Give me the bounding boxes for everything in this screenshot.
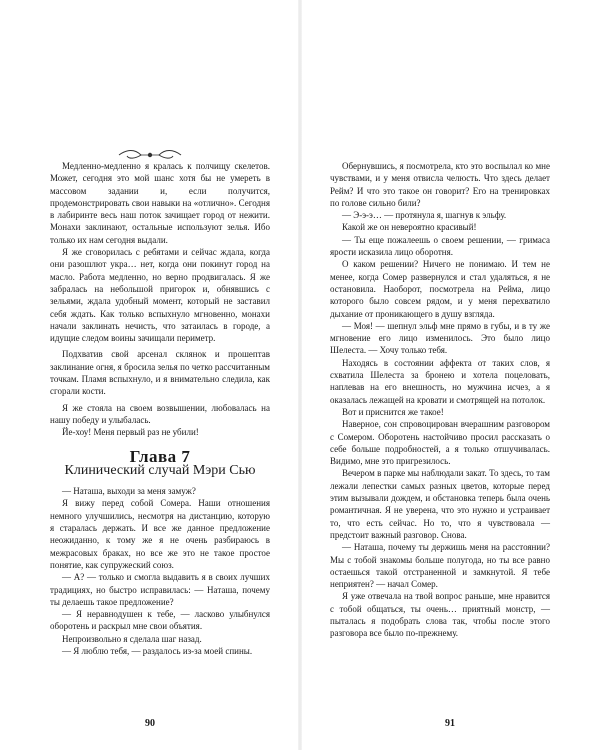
paragraph: Находясь в состоянии аффекта от таких слов, я схватила Шелеста за бронею и хотела поцеловать, наплевав на его внешность, но мужчина исчез, а я оказалась лежащей на кровати и смотрящей на потолок. xyxy=(330,357,550,405)
chapter-number: Глава 7 xyxy=(129,446,191,466)
paragraph: — Э-э-э… — протянула я, шагнув к эльфу. xyxy=(342,210,507,221)
paragraph: — Ты еще пожалеешь о своем решении, — гримаса ярости исказила лицо оборотня. xyxy=(330,234,550,258)
paragraph: О каком решении? Ничего не понимаю. И тем не менее, когда Сомер развернулся и стал удаляться, я не остановила. Наоборот, посмотрела на Рейма, лицо которого было совсем рядом, и у меня перехватило дыхание от проникающего в душу взгляда. xyxy=(330,259,550,319)
paragraph: — Наташа, почему ты держишь меня на расстоянии? Мы с тобой знакомы больше полугода, но ты все равно остаешься такой отстраненной и замкнутой. Я тебе неприятен? — начал Сомер. xyxy=(330,542,550,590)
left-page-text xyxy=(50,160,270,657)
paragraph: Вот и приснится же такое! xyxy=(342,406,444,417)
paragraph: Медленно-медленно я кралась к полчищу скелетов. Может, сегодня это мой шанс хотя бы не умереть в массовом задании и, если получится, продемонстрировать свои навыки на «отлично». Сегодня в лабиринте весь наш поток зачищает город от нежити. Монахи заклинают, остальные используют зелья. Ибо только их нам сегодня выдали. xyxy=(50,161,270,245)
paragraph: Я же стояла на своем возвышении, любовалась на нашу победу и улыбалась. xyxy=(50,402,270,425)
right-page xyxy=(300,0,600,750)
paragraph: Наверное, сон спровоцирован вчерашним разговором с Сомером. Оборотень настойчиво просил рассказать о себе больше подробностей, а я только отшучивалась. Видимо, мне это пригрезилось. xyxy=(330,419,550,467)
paragraph: Подхватив свой арсенал склянок и прошептав заклинание огня, я бросила зелья по четко рассчитанным точкам. Пламя вспыхнуло, и я внимательно следила, как сгорали кости. xyxy=(50,349,270,397)
paragraph: — Моя! — шепнул эльф мне прямо в губы, и в ту же мгновение его лицо изменилось. Это было лицо Шелеста. — Хочу только тебя. xyxy=(330,320,550,356)
page-number-left: 90 xyxy=(145,718,155,729)
paragraph: — Я люблю тебя, — раздалось из-за моей спины. xyxy=(62,645,253,656)
chapter-title: Клинический случай Мэри Сью xyxy=(64,462,256,478)
paragraph: Я вижу перед собой Сомера. Наши отношения немного улучшились, несмотря на дистанцию, которую я старалась держать. И все же данное предложение неожиданно, к тому же я не очень разбираюсь в межрасовых браках, но все же это не такое простое понятие, как супружеский союз. xyxy=(50,498,270,570)
paragraph: Я же сговорилась с ребятами и сейчас ждала, когда они разошлют укра… нет, когда они покинут город на масло. Работа медленно, но верно продвигалась. Я же забралась на небольшой пригорок и, обнявшись с зельями, ждала удобный момент, который не заставил себя ждать. Как только вспыхнуло мгновенно, монахи начали заклинать нечисть, что затаилась в городе, а идущие следом воины зачищали периметр. xyxy=(50,247,270,344)
paragraph: Какой же он невероятно красивый! xyxy=(342,222,477,233)
paragraph: — Я неравнодушен к тебе, — ласково улыбнулся оборотень и раскрыл мне свои объятия. xyxy=(50,609,270,632)
page-number-right: 91 xyxy=(445,718,455,729)
paragraph: Непроизвольно я сделала шаг назад. xyxy=(62,633,202,644)
right-page-text xyxy=(330,160,550,640)
paragraph: — Наташа, выходи за меня замуж? xyxy=(62,486,196,497)
paragraph: — А? — только и смогла выдавить я в своих лучших традициях, но быстро исправилась: — Наташа, почему ты делаешь такое предложение? xyxy=(50,572,270,607)
paragraph: Я уже отвечала на твой вопрос раньше, мне нравится с тобой общаться, ты очень… приятный монстр, — пыталась я подобрать слова так, чтобы после этого разговора все было по-прежнему. xyxy=(330,591,550,639)
paragraph: Обернувшись, я посмотрела, кто это воспылал ко мне чувствами, и у меня отвисла челюсть. Что здесь делает Рейм? И что это такое он говорит? Его на тренировках по голове сильно били? xyxy=(330,161,550,208)
paragraph: Вечером в парке мы наблюдали закат. То здесь, то там лежали лепестки самых разных цветов, которые перед этим вызывали дождем, и обстановка теперь была очень романтичная. Я не уверена, что это нужно и устраивает то, что есть сейчас. Но то, что я чувствовала — предстоит важный разговор. Снова. xyxy=(330,468,550,540)
paragraph: Йе-хоу! Меня первый раз не убили! xyxy=(62,427,199,438)
